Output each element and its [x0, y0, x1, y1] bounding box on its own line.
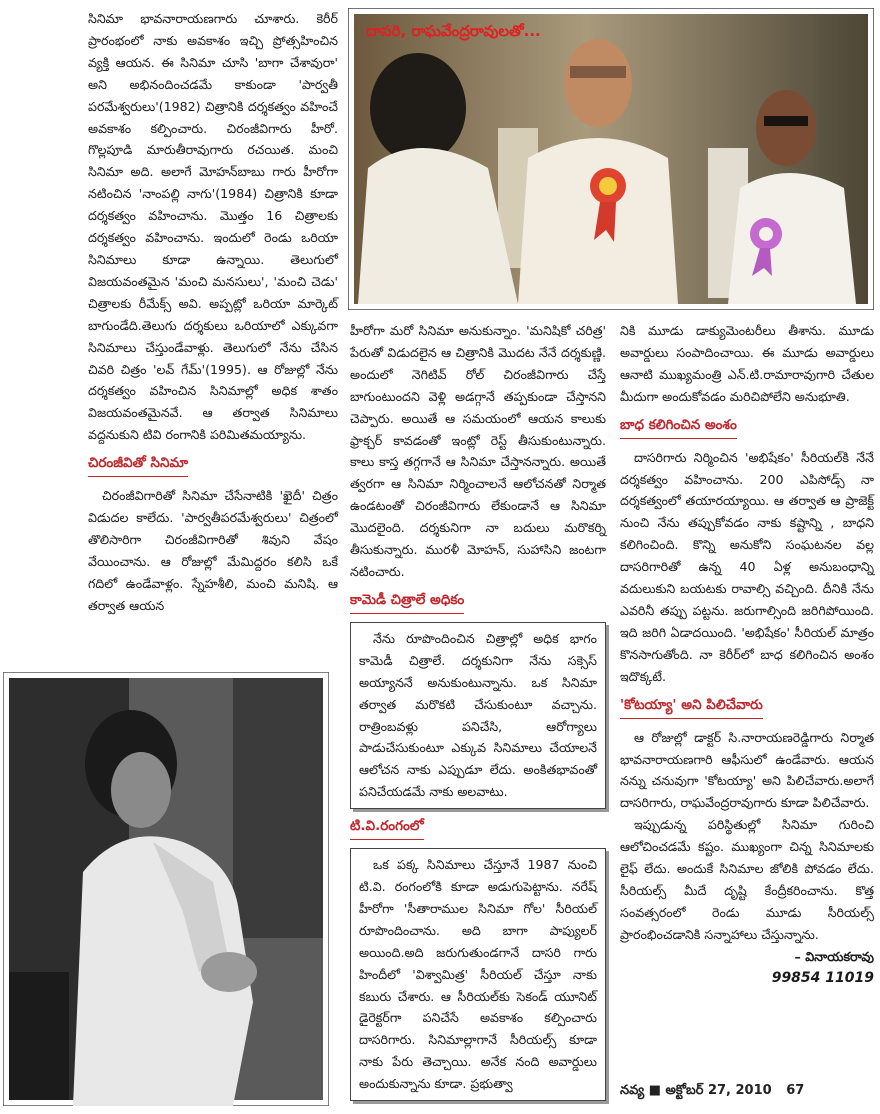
magazine-name: నవ్య [620, 1083, 645, 1098]
col2-paragraph-3: ఒక పక్క సినిమాలు చేస్తూనే 1987 నుంచి టి.వి. రంగంలోకి కూడా అడుగుపెట్టాను. నరేష్ హీరోగా 'సీతారాముల సినిమా గోల' సీరియల్ రూపొందించాను. అది బాగా పాప్యులర్ అయింది.అది జరుగుతుండగానే దాసరి గారు హిందీలో 'విశ్వామిత్ర' సీరియల్ చేస్తూ నాకు కబురు చేశారు. ఆ సీరియల్‌కు సెకండ్ యూనిట్ డైరెక్టర్‌గా పనిచేసే అవకాశం కల్పించారు దాసరిగారు. సినిమాల్లాగానే సీరియల్స్ కూడా నాకు పేరు తెచ్చాయి. అనేక నంది అవార్డులు అందుకున్నాను కూడా. ప్రభుత్వా [359, 857, 597, 1092]
three-men-conversation-photo [348, 8, 874, 310]
page-number: 67 [786, 1083, 805, 1098]
comedy-box [350, 622, 606, 809]
col3-paragraph-1: నికి మూడు డాక్యుమెంటరీలు తీశాను. మూడు అవార్డులు సంపాదించాయి. ఈ మూడు అవార్డులు ఆనాటి ముఖ్యమంత్రి ఎన్.టి.రామారావుగారి చేతుల మీదుగా అందుకోవడం మరిచిపోలేని అనుభూతి. [620, 323, 874, 404]
subhead-comedy: కామెడీ చిత్రాలే అధికం [350, 589, 464, 614]
photo-caption: దాసరి, రాఘవేంద్రరావులతో... [366, 22, 541, 40]
top-photo [348, 8, 874, 310]
page-footer [620, 1083, 804, 1101]
col1-paragraph-1: సినిమా భావనారాయణగారు చూశారు. కెరీర్ ప్రారంభంలో నాకు అవకాశం ఇచ్చి ప్రోత్సహించిన వ్యక్తి ఆయన. ఈ సినిమా చూసి 'బాగా చేశావురా' అని అభినందించడమే కాకుండా 'పార్వతీ పరమేశ్వరులు'(1982) చిత్రానికి దర్శకత్వం వహించే అవకాశం కల్పించారు. చిరంజీవిగారు హీరో. గొల్లపూడి మారుతీరావుగారు రచయిత. మంచి సినిమా అది. అలాగే మోహన్‌బాబు గారు హీరోగా నటించిన 'నాంపల్లి నాగు'(1984) చిత్రానికి కూడా దర్శకత్వం వహించాను. మొత్తం 16 చిత్రాలకు దర్శకత్వం వహించాను. ఇందులో రెండు ఒరియా సినిమాలు కూడా ఉన్నాయి. తెలుగులో విజయవంతమైన 'మంచి మనసులు', 'మంచి చెడు' చిత్రాలకు రీమేక్స్ అవి. అప్పట్లో ఒరియా మార్కెట్ బాగుండేది.తెలుగు దర్శకులు ఒరియాలో ఎక్కువగా సినిమాలు చేస్తుండేవాళ్లు. తెలుగులో నేను చేసిన చివరి చిత్రం 'లవ్ గేమ్'(1995). ఆ రోజుల్లో నేను దర్శకత్వం వహించిన సినిమాల్లో అధిక శాతం విజయవంతమైనవే. ఆ తర్వాత సినిమాలు వద్దనుకుని టివి రంగానికి పరిమితమయ్యాను. [88, 11, 338, 443]
bottom-photo [3, 672, 329, 1106]
actor-standing-bw-photo [3, 672, 329, 1106]
col3-paragraph-4: ఇప్పుడున్న పరిస్థితుల్లో సినిమా గురించి ఆలోచించడమే కష్టం. ముఖ్యంగా చిన్న సినిమాలకు లైఫ్ లేదు. అందుకే సినిమాల జోలికి పోవడం లేదు. సీరియల్స్ మీదే దృష్టి కేంద్రీకరించాను. కొత్త సంవత్సరంలో రెండు మూడు సీరియల్స్ ప్రారంభించడానికి సన్నాహాలు చేస్తున్నాను. [620, 817, 874, 942]
issue-date: అక్టోబర్ 27, 2010 [665, 1083, 772, 1098]
col1-paragraph-2: చిరంజీవిగారితో సినిమా చేసేనాటికి 'ఖైదీ' చిత్రం విడుదల కాలేదు. 'పార్వతీపరమేశ్వరులు' చిత్రంలో తొలిసారిగా చిరంజీవిగారితో శివుని వేషం వేయించాను. ఆ రోజుల్లో మేమిద్దరం కలిసి ఒకే గదిలో ఉండేవాళ్లం. స్నేహశీలి, మంచి మనిషి. ఆ తర్వాత ఆయన [88, 488, 338, 613]
subhead-tv: టి.వి.రంగంలో [350, 815, 424, 840]
col3-paragraph-3: ఆ రోజుల్లో డాక్టర్ సి.నారాయణరెడ్డిగారు నిర్మాత భావనారాయణగారి ఆఫీసులో ఉండేవారు. ఆయన నన్ను చనువుగా 'కోటయ్యా' అని పిలిచేవారు.అలాగే దాసరిగారు, రాఘవేంద్రరావుగారు కూడా పిలిచేవారు. [620, 729, 874, 811]
footer-bullet: ■ [648, 1083, 666, 1098]
subhead-sad-incident: బాధ కలిగించిన అంశం [620, 414, 737, 439]
column-3 [620, 320, 874, 989]
tv-box [350, 848, 606, 1101]
column-1 [88, 8, 338, 617]
column-2 [350, 320, 606, 1101]
col3-paragraph-2: దాసరిగారు నిర్మించిన 'అభిషేకం' సీరియల్‌కి నేనే దర్శకత్వం వహించాను. 200 ఎపిసోడ్స్ నా దర్శకత్వంలో తయారయ్యాయి. ఆ తర్వాత ఆ ప్రాజెక్ట్ నుంచి నేను తప్పుకోవడం నాకు కష్టాన్ని , బాధని కలిగించింది. కొన్ని అనుకోని సంఘటనల వల్ల దాసరిగారితో ఉన్న 40 ఏళ్ల అనుబంధాన్ని వదులుకుని బయటకు రావాల్సి వచ్చింది. దీనికి నేను ఎవరినీ తప్పు పట్టను. జరుగాల్సింది జరిగిపోయింది. ఇది జరిగి ఏడాదయింది. 'అభిషేకం' సీరియల్ మాత్రం కొనసాగుతోంది. నా కెరీర్‌లో బాధ కలిగించిన అంశం ఇదొక్కటే. [620, 449, 874, 684]
subhead-kotayya: 'కోటయ్యా' అని పిలిచేవారు [620, 694, 763, 719]
subhead-chiranjeevi: చిరంజీవితో సినిమా [88, 452, 188, 477]
author-signature: – వినాయకరావు [794, 948, 874, 964]
author-phone: 99854 11019 [771, 969, 874, 986]
col2-paragraph-1: హీరోగా మరో సినిమా అనుకున్నాం. 'మనిషికో చరిత్ర' పేరుతో విడుదలైన ఆ చిత్రానికి మొదట నేనే దర్శకుణ్ణి. అందులో నెగిటివ్ రోల్ చిరంజీవిగారు చేస్తే బాగుంటుందని వెళ్లి అడగ్గానే తప్పకుండా చేస్తానని చెప్పారు. అయితే ఆ సమయంలో ఆయన కాలుకు ఫ్రాక్చర్ కావడంతో ఇంట్లో రెస్ట్ తీసుకుంటున్నారు. కాలు కాస్త తగ్గగానే ఆ సినిమా చేస్తానన్నారు. అయితే త్వరగా ఆ సినిమా నిర్మించాలనే ఆలోచనతో నిర్మాత ఉండటంతో చిరంజీవిగారు లేకుండానే ఆ సినిమా మొదలైంది. దర్శకునిగా నా బదులు మరొకర్ని తీసుకున్నారు. మురళీ మోహన్, సుహాసిని జంటగా నటించారు. [350, 323, 606, 579]
col2-paragraph-2: నేను రూపొందించిన చిత్రాల్లో అధిక భాగం కామెడీ చిత్రాలే. దర్శకునిగా నేను సక్సెస్ అయ్యాననే అనుకుంటున్నాను. ఒక సినిమా తర్వాత మరొకటి చేసుకుంటూ వచ్చాను. రాత్రింబవళ్లు పనిచేసి, ఆరోగ్యాలు పాడుచేసుకుంటూ ఎక్కువ సినిమాలు చేయాలనే ఆలోచన నాకు ఎప్పుడూ లేదు. అంకితభావంతో పనిచేయడమే నాకు అలవాటు. [359, 630, 597, 800]
